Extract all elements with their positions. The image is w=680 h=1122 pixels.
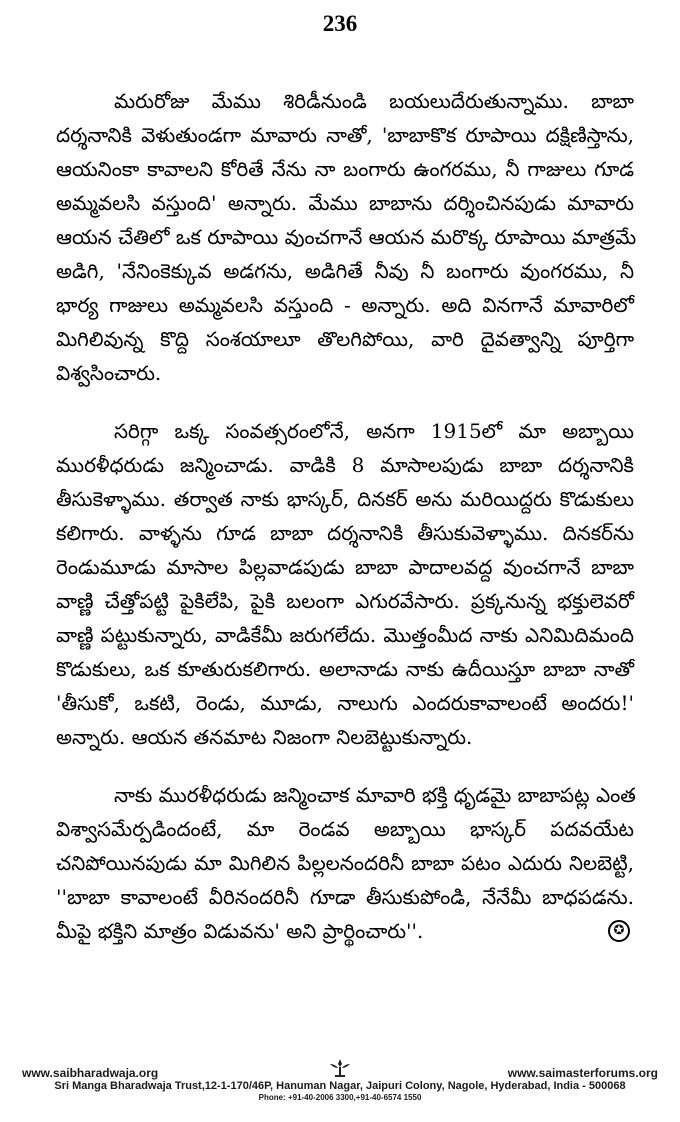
text-line: నాకు మురళీధరుడు జన్మించాక మావారి భక్తి ధృడమై బాబాపట్ల ఎంత bbox=[114, 783, 636, 807]
footer-right-link[interactable]: www.saimasterforums.org bbox=[507, 1066, 658, 1080]
paragraph-2 bbox=[56, 414, 634, 754]
text-line: చనిపోయినపుడు మా మిగిలిన పిల్లలనందరినీ బాబా పటం ఎదురు నిలబెట్టి, bbox=[56, 851, 634, 875]
page-number: 236 bbox=[322, 11, 358, 36]
text-line: అడిగి, 'నేనింకెక్కువ అడగను, అడిగితే నీవు నీ బంగారు వుంగరము, నీ bbox=[56, 259, 634, 283]
paragraph-1 bbox=[56, 84, 637, 390]
text-line: తీసుకెళ్ళాము. తర్వాత నాకు భాస్కర్, దినకర్ అను మరియిద్దరు కొడుకులు bbox=[56, 487, 634, 511]
footer-left-link[interactable]: www.saibharadwaja.org bbox=[22, 1066, 159, 1080]
text-line: సరిగ్గా ఒక్క సంవత్సరంలోనే, అనగా 1915లో మా అబ్బాయి bbox=[114, 419, 634, 443]
trident-logo-icon bbox=[326, 1058, 354, 1078]
text-line: దర్శనానికి వెళుతుండగా మావారు నాతో, 'బాబాకొక రూపాయి దక్షిణిస్తాను, bbox=[56, 123, 634, 147]
final-line-row bbox=[56, 914, 634, 948]
body-text bbox=[56, 84, 637, 948]
text-line: మురళీధరుడు జన్మించాడు. వాడికి 8 మాసాలపుడు బాబా దర్శనానికి bbox=[56, 453, 634, 477]
text-line: అమ్మవలసి వస్తుంది' అన్నారు. మేము బాబాను దర్శించినపుడు మావారు bbox=[56, 191, 634, 215]
text-line: కొడుకులు, ఒక కూతురుకలిగారు. అలానాడు నాకు ఉదీయిస్తూ బాబా నాతో bbox=[56, 657, 634, 681]
text-line: ఆయనింకా కావాలని కోరితే నేను నా బంగారు ఉంగరము, నీ గాజులు గూడ bbox=[56, 157, 635, 181]
end-star-icon: ✪ bbox=[608, 920, 630, 942]
text-line: వాణ్ణి చేత్తోపట్టి పైకిలేపి, పైకి బలంగా ఎగురవేసారు. ప్రక్కనున్న భక్తులెవరో bbox=[56, 589, 634, 613]
footer-phone: Phone: +91-40-2006 3300,+91-40-6574 1550 bbox=[258, 1093, 422, 1102]
text-line: మీపై భక్తిని మాత్రం విడువను' అని ప్రార్థించారు''. bbox=[56, 919, 424, 943]
text-line: 'తీసుకో, ఒకటి, రెండు, మూడు, నాలుగు ఎందరుకావాలంటే అందరు!' bbox=[56, 691, 634, 715]
text-line: కలిగారు. వాళ్ళను గూడ బాబా దర్శనానికి తీసుకువెళ్ళాము. దినకర్‌ను bbox=[56, 521, 634, 545]
text-line: మిగిలివున్న కొద్ది సంశయాలూ తొలగిపోయి, వారి దైవత్వాన్ని పూర్తిగా bbox=[56, 327, 634, 351]
paragraph-3 bbox=[56, 778, 634, 948]
text-line: మరురోజు మేము శిరిడీనుండి బయలుదేరుతున్నాము. బాబా bbox=[114, 89, 634, 113]
text-line: ఆయన చేతిలో ఒక రూపాయి వుంచగానే ఆయన మరొక్క రూపాయి మాత్రమే bbox=[56, 225, 637, 249]
text-line: అన్నారు. ఆయన తనమాట నిజంగా నిలబెట్టుకున్నారు. bbox=[56, 725, 473, 749]
footer bbox=[22, 1066, 658, 1103]
footer-address: Sri Manga Bharadwaja Trust,12-1-170/46P, Hanuman Nagar, Jaipuri Colony, Nagole, Hyderabad, India - 500068 bbox=[54, 1080, 626, 1092]
text-line: రెండుమూడు మాసాల పిల్లవాడపుడు బాబా పాదాలవద్ద వుంచగానే బాబా bbox=[56, 555, 634, 579]
text-line: విశ్వాసమేర్పడిందంటే, మా రెండవ అబ్బాయి భాస్కర్ పదవయేట bbox=[56, 817, 634, 841]
text-line: ''బాబా కావాలంటే వీరినందరినీ గూడా తీసుకుపోండి, నేనేమీ బాధపడను. bbox=[56, 885, 634, 909]
text-line: భార్య గాజులు అమ్మవలసి వస్తుంది - అన్నారు. అది వినగానే మావారిలో bbox=[56, 293, 634, 317]
text-line: వాణ్ణి పట్టుకున్నారు, వాడికేమీ జరుగలేదు. మొత్తంమీద నాకు ఎనిమిదిమంది bbox=[56, 623, 634, 647]
text-line: విశ్వసించారు. bbox=[56, 361, 162, 385]
